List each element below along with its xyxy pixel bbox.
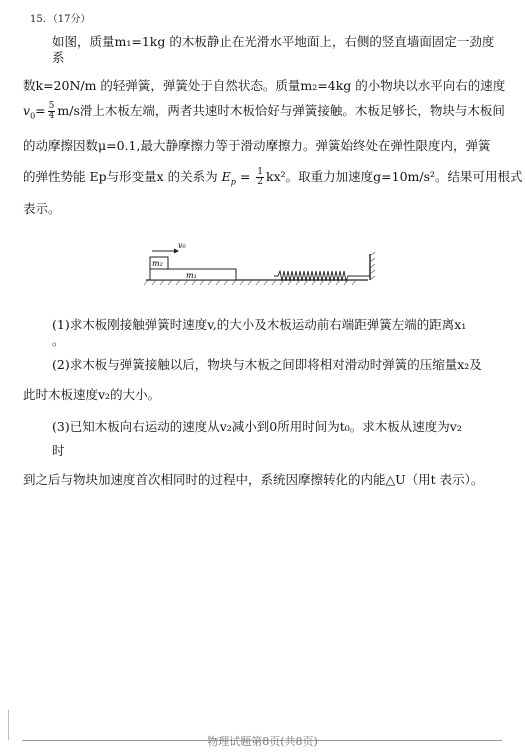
physics-diagram (140, 236, 380, 288)
intro-line-5-rest: kx²。取重力加速度g=10m/s²。结果可用根式 (266, 169, 523, 184)
intro-line-2: 数k=20N/m 的轻弹簧，弹簧处于自然状态。质量m₂=4kg 的小物块以水平向右的速度 (23, 78, 506, 93)
part-1: (1)求木板刚接触弹簧时速度v,的大小及木板运动前右端距弹簧左端的距离x₁ (52, 317, 467, 332)
question-number: 15．（17分） (30, 14, 91, 25)
part-2-continued: 此时木板速度v₂的大小。 (23, 387, 161, 402)
m1-label: m₁ (186, 271, 197, 280)
v0-label: v₀ (178, 241, 186, 250)
ground-hatching (144, 280, 356, 285)
part-3-final-line: 到之后与物块加速度首次相同时的过程中，系统因摩擦转化的内能△U（用t 表示）。 (23, 472, 484, 487)
part-3-continued: 时 (52, 443, 65, 458)
v0-fraction: $\frac{5}{4}$ (48, 101, 55, 121)
half-fraction: $\frac{1}{2}$ (257, 167, 264, 187)
part-1-continued: 。 (52, 333, 65, 348)
wall-hatching (370, 252, 375, 280)
intro-line-5-start: 的弹性势能 Ep与形变量x 的关系为 (23, 169, 218, 184)
part-2: (2)求木板与弹簧接触以后，物块与木板之间即将相对滑动时弹簧的压缩量x₂及 (52, 357, 482, 372)
intro-line-4: 的动摩擦因数μ=0.1,最大静摩擦力等于滑动摩擦力。弹簧始终处在弹性限度内，弹簧 (23, 138, 491, 153)
intro-line-5: 的弹性势能 Ep与形变量x 的关系为 $E_p$ = $\frac{1}{2}$ kx²。取重力加速度g=10m/s²。结果可用根式 (23, 167, 523, 187)
intro-line-6: 表示。 (23, 201, 61, 216)
intro-line-1: 如图，质量m₁=1kg 的木板静止在光滑水平地面上，右侧的竖直墙面固定一劲度 (52, 34, 495, 49)
page-footer: 物理试题第8页(共8页) (207, 735, 318, 748)
v0-unit: m/s (57, 103, 80, 118)
equals-sign: = (35, 103, 46, 118)
intro-line-3-rest: 滑上木板左端，两者共速时木板恰好与弹簧接触。木板足够长，物块与木板间 (79, 103, 505, 118)
ep-symbol: $E_p$ (221, 169, 236, 187)
part-3: (3)已知木板向右运动的速度从v₂减小到0所用时间为t₀。求木板从速度为v₂ (52, 419, 462, 434)
intro-line-3: $v_0=$ $\frac{5}{4}$ m/s滑上木板左端，两者共速时木板恰好与弹簧接触。木板足够长，物块与木板间 (23, 101, 505, 121)
v0-symbol: v (23, 103, 31, 118)
intro-line-1b: 系 (52, 50, 65, 65)
m2-label: m₂ (152, 259, 163, 268)
